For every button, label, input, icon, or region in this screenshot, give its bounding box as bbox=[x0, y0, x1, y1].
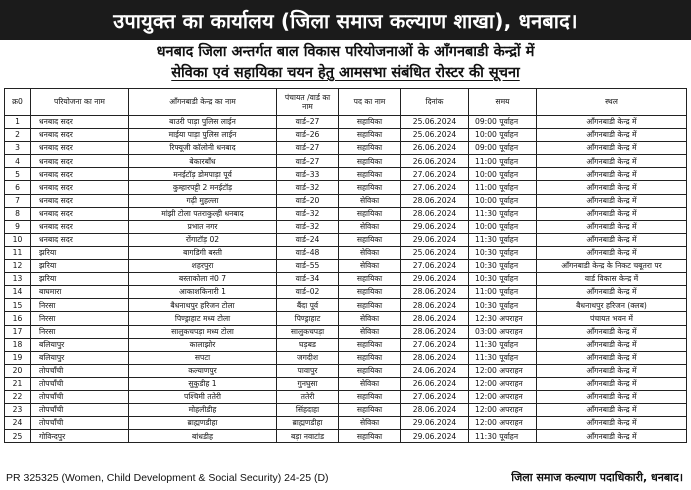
date-cell: 27.06.2024 bbox=[401, 338, 469, 351]
ward-cell: सालुकचपड़ा bbox=[277, 325, 339, 338]
date-cell: 25.06.2024 bbox=[401, 116, 469, 129]
table-row bbox=[5, 312, 687, 325]
ward-cell: वार्ड–32 bbox=[277, 181, 339, 194]
venue-cell: आँगनबाडी केन्द्र में bbox=[537, 142, 687, 155]
venue-cell: आँगनबाडी केन्द्र में bbox=[537, 233, 687, 246]
center-cell: पिण्ड्राहाट मध्य टोला bbox=[129, 312, 277, 325]
venue-cell: आँगनबाडी केन्द्र में bbox=[537, 207, 687, 220]
date-cell: 28.06.2024 bbox=[401, 194, 469, 207]
col-header-time: समय bbox=[469, 89, 537, 116]
ward-cell: पिण्ड्राहाट bbox=[277, 312, 339, 325]
table-row bbox=[5, 194, 687, 207]
col-header-project: परियोजना का नाम bbox=[31, 89, 129, 116]
serial-cell: 1 bbox=[5, 116, 31, 129]
ward-cell: वार्ड–27 bbox=[277, 155, 339, 168]
col-header-center: आँगनबाडी केन्द्र का नाम bbox=[129, 89, 277, 116]
time-cell: 11:30 पूर्वाहन bbox=[469, 207, 537, 220]
center-cell: सपटा bbox=[129, 351, 277, 364]
date-cell: 29.06.2024 bbox=[401, 417, 469, 430]
center-cell: बैधनाथपुर हरिजन टोला bbox=[129, 299, 277, 312]
date-cell: 27.06.2024 bbox=[401, 168, 469, 181]
date-cell: 29.06.2024 bbox=[401, 273, 469, 286]
table-row bbox=[5, 299, 687, 312]
roster-body bbox=[5, 116, 687, 443]
serial-cell: 20 bbox=[5, 364, 31, 377]
ward-cell: वार्ड–55 bbox=[277, 260, 339, 273]
center-cell: पश्चिमी ततेरी bbox=[129, 390, 277, 403]
date-cell: 26.06.2024 bbox=[401, 377, 469, 390]
ward-cell: सिंहदाहा bbox=[277, 404, 339, 417]
center-cell: बाउरी पाड़ा पुलिस लाईन bbox=[129, 116, 277, 129]
office-title: उपायुक्त का कार्यालय (जिला समाज कल्याण शाखा), धनबाद। bbox=[113, 8, 578, 33]
col-header-date: दिनांक bbox=[401, 89, 469, 116]
project-cell: तोपचाँची bbox=[31, 364, 129, 377]
serial-cell: 2 bbox=[5, 129, 31, 142]
project-cell: धनबाद सदर bbox=[31, 181, 129, 194]
project-cell: गोविन्दपुर bbox=[31, 430, 129, 443]
date-cell: 25.06.2024 bbox=[401, 129, 469, 142]
time-cell: 03:00 अपराहन bbox=[469, 325, 537, 338]
table-row bbox=[5, 220, 687, 233]
notice-heading bbox=[0, 42, 691, 84]
post-cell: सहायिका bbox=[339, 390, 401, 403]
center-cell: शहरपुरा bbox=[129, 260, 277, 273]
venue-cell: आँगनबाडी केन्द्र में bbox=[537, 430, 687, 443]
post-cell: सेविका bbox=[339, 260, 401, 273]
date-cell: 27.06.2024 bbox=[401, 390, 469, 403]
project-cell: बाघमारा bbox=[31, 286, 129, 299]
time-cell: 10:00 पूर्वाहन bbox=[469, 129, 537, 142]
center-cell: बस्ताकोला नं0 7 bbox=[129, 273, 277, 286]
table-row bbox=[5, 404, 687, 417]
project-cell: झरिया bbox=[31, 273, 129, 286]
project-cell: झरिया bbox=[31, 260, 129, 273]
ward-cell: गुनघुसा bbox=[277, 377, 339, 390]
center-cell: मनईटॉड़ डोमपाड़ा पूर्व bbox=[129, 168, 277, 181]
table-row bbox=[5, 233, 687, 246]
time-cell: 12:00 अपराहन bbox=[469, 377, 537, 390]
time-cell: 11:00 पूर्वाहन bbox=[469, 286, 537, 299]
time-cell: 12:00 अपराहन bbox=[469, 404, 537, 417]
notice-heading-line-2: सेविका एवं सहायिका चयन हेतु आमसभा संबंधित रोस्टर की सूचना bbox=[171, 65, 520, 81]
center-cell: माईया पाड़ा पुलिस लाईन bbox=[129, 129, 277, 142]
project-cell: बलियापुर bbox=[31, 351, 129, 364]
table-row bbox=[5, 181, 687, 194]
venue-cell: बैधनाथपुर हरिजन (क्लब) bbox=[537, 299, 687, 312]
venue-cell: आँगनबाडी केन्द्र में bbox=[537, 246, 687, 259]
date-cell: 28.06.2024 bbox=[401, 286, 469, 299]
serial-cell: 12 bbox=[5, 260, 31, 273]
serial-cell: 14 bbox=[5, 286, 31, 299]
serial-cell: 21 bbox=[5, 377, 31, 390]
ward-cell: वार्ड–24 bbox=[277, 233, 339, 246]
time-cell: 12:00 अपराहन bbox=[469, 364, 537, 377]
roster-table bbox=[4, 88, 687, 443]
post-cell: सहायिका bbox=[339, 116, 401, 129]
serial-cell: 16 bbox=[5, 312, 31, 325]
serial-cell: 25 bbox=[5, 430, 31, 443]
time-cell: 11:30 पूर्वाहन bbox=[469, 351, 537, 364]
venue-cell: आँगनबाडी केन्द्र में bbox=[537, 377, 687, 390]
post-cell: सहायिका bbox=[339, 299, 401, 312]
post-cell: सेविका bbox=[339, 417, 401, 430]
center-cell: बागडिगी बस्ती bbox=[129, 246, 277, 259]
project-cell: तोपचाँची bbox=[31, 377, 129, 390]
post-cell: सहायिका bbox=[339, 181, 401, 194]
time-cell: 10:30 पूर्वाहन bbox=[469, 299, 537, 312]
center-cell: सालुकचपड़ा मध्य टोला bbox=[129, 325, 277, 338]
serial-cell: 15 bbox=[5, 299, 31, 312]
center-cell: प्रभात नगर bbox=[129, 220, 277, 233]
project-cell: धनबाद सदर bbox=[31, 142, 129, 155]
serial-cell: 9 bbox=[5, 220, 31, 233]
table-row bbox=[5, 430, 687, 443]
center-cell: कुम्हारपट्टी 2 मनईटॉड़ bbox=[129, 181, 277, 194]
venue-cell: आँगनबाडी केन्द्र में bbox=[537, 129, 687, 142]
table-row bbox=[5, 207, 687, 220]
post-cell: सहायिका bbox=[339, 338, 401, 351]
venue-cell: आँगनबाडी केन्द्र में bbox=[537, 220, 687, 233]
post-cell: सहायिका bbox=[339, 430, 401, 443]
time-cell: 11:00 पूर्वाहन bbox=[469, 155, 537, 168]
table-row bbox=[5, 417, 687, 430]
venue-cell: आँगनबाडी केन्द्र में bbox=[537, 404, 687, 417]
post-cell: सहायिका bbox=[339, 273, 401, 286]
project-cell: धनबाद सदर bbox=[31, 233, 129, 246]
ward-cell: वार्ड–27 bbox=[277, 116, 339, 129]
table-row bbox=[5, 325, 687, 338]
time-cell: 12:30 अपराहन bbox=[469, 312, 537, 325]
col-header-venue: स्थल bbox=[537, 89, 687, 116]
table-row bbox=[5, 260, 687, 273]
project-cell: धनबाद सदर bbox=[31, 155, 129, 168]
table-row bbox=[5, 246, 687, 259]
date-cell: 29.06.2024 bbox=[401, 220, 469, 233]
date-cell: 28.06.2024 bbox=[401, 404, 469, 417]
ward-cell: पावापुर bbox=[277, 364, 339, 377]
table-row bbox=[5, 364, 687, 377]
time-cell: 10:00 पूर्वाहन bbox=[469, 220, 537, 233]
project-cell: धनबाद सदर bbox=[31, 194, 129, 207]
center-cell: सुकुडीह 1 bbox=[129, 377, 277, 390]
table-row bbox=[5, 390, 687, 403]
center-cell: मोहलीडीह bbox=[129, 404, 277, 417]
serial-cell: 8 bbox=[5, 207, 31, 220]
center-cell: बेकारबाँध bbox=[129, 155, 277, 168]
date-cell: 27.06.2024 bbox=[401, 260, 469, 273]
serial-cell: 22 bbox=[5, 390, 31, 403]
time-cell: 11:30 पूर्वाहन bbox=[469, 338, 537, 351]
table-row bbox=[5, 286, 687, 299]
project-cell: तोपचाँची bbox=[31, 390, 129, 403]
ward-cell: ब्राह्मणडीहा bbox=[277, 417, 339, 430]
post-cell: सहायिका bbox=[339, 233, 401, 246]
project-cell: झरिया bbox=[31, 246, 129, 259]
project-cell: निरसा bbox=[31, 325, 129, 338]
ward-cell: बड़ा नवाटांड bbox=[277, 430, 339, 443]
post-cell: सेविका bbox=[339, 377, 401, 390]
serial-cell: 10 bbox=[5, 233, 31, 246]
venue-cell: आँगनबाडी केन्द्र में bbox=[537, 194, 687, 207]
post-cell: सेविका bbox=[339, 246, 401, 259]
project-cell: धनबाद सदर bbox=[31, 168, 129, 181]
date-cell: 28.06.2024 bbox=[401, 325, 469, 338]
ward-cell: वार्ड–34 bbox=[277, 273, 339, 286]
date-cell: 27.06.2024 bbox=[401, 181, 469, 194]
time-cell: 10:30 पूर्वाहन bbox=[469, 273, 537, 286]
time-cell: 10:30 पूर्वाहन bbox=[469, 260, 537, 273]
ward-cell: वार्ड–20 bbox=[277, 194, 339, 207]
date-cell: 25.06.2024 bbox=[401, 246, 469, 259]
time-cell: 10:00 पूर्वाहन bbox=[469, 168, 537, 181]
center-cell: कल्याणपुर bbox=[129, 364, 277, 377]
serial-cell: 7 bbox=[5, 194, 31, 207]
post-cell: सहायिका bbox=[339, 129, 401, 142]
venue-cell: आँगनबाडी केन्द्र के निकट चबूतरा पर bbox=[537, 260, 687, 273]
date-cell: 28.06.2024 bbox=[401, 312, 469, 325]
date-cell: 24.06.2024 bbox=[401, 364, 469, 377]
issuing-officer: जिला समाज कल्याण पदाधिकारी, धनबाद। bbox=[511, 471, 683, 484]
project-cell: धनबाद सदर bbox=[31, 220, 129, 233]
venue-cell: आँगनबाडी केन्द्र में bbox=[537, 364, 687, 377]
table-row bbox=[5, 273, 687, 286]
table-row bbox=[5, 168, 687, 181]
col-header-post: पद का नाम bbox=[339, 89, 401, 116]
time-cell: 12:00 अपराहन bbox=[469, 417, 537, 430]
post-cell: सहायिका bbox=[339, 207, 401, 220]
ward-cell: वार्ड–27 bbox=[277, 142, 339, 155]
date-cell: 26.06.2024 bbox=[401, 155, 469, 168]
office-title-banner bbox=[0, 0, 691, 40]
project-cell: तोपचाँची bbox=[31, 417, 129, 430]
venue-cell: आँगनबाडी केन्द्र में bbox=[537, 338, 687, 351]
project-cell: निरसा bbox=[31, 312, 129, 325]
post-cell: सेविका bbox=[339, 312, 401, 325]
date-cell: 26.06.2024 bbox=[401, 142, 469, 155]
center-cell: रिफ्यूजी कॉलोनी धनबाद bbox=[129, 142, 277, 155]
date-cell: 29.06.2024 bbox=[401, 430, 469, 443]
time-cell: 10:00 पूर्वाहन bbox=[469, 194, 537, 207]
venue-cell: आँगनबाडी केन्द्र में bbox=[537, 325, 687, 338]
venue-cell: आँगनबाडी केन्द्र में bbox=[537, 168, 687, 181]
ward-cell: घड़बड bbox=[277, 338, 339, 351]
venue-cell: आँगनबाडी केन्द्र में bbox=[537, 390, 687, 403]
time-cell: 12:00 अपराहन bbox=[469, 390, 537, 403]
serial-cell: 24 bbox=[5, 417, 31, 430]
center-cell: मांझी टोला पतराकुल्ही धनबाद bbox=[129, 207, 277, 220]
venue-cell: आँगनबाडी केन्द्र में bbox=[537, 351, 687, 364]
serial-cell: 4 bbox=[5, 155, 31, 168]
venue-cell: पंचायत भवन में bbox=[537, 312, 687, 325]
ward-cell: वार्ड–02 bbox=[277, 286, 339, 299]
venue-cell: आँगनबाडी केन्द्र में bbox=[537, 417, 687, 430]
serial-cell: 3 bbox=[5, 142, 31, 155]
table-row bbox=[5, 377, 687, 390]
notice-heading-line-1: धनबाद जिला अन्तर्गत बाल विकास परियोजनाओं के आँगनबाडी केन्द्रों में bbox=[156, 44, 535, 60]
ward-cell: जगदीश bbox=[277, 351, 339, 364]
post-cell: सहायिका bbox=[339, 286, 401, 299]
serial-cell: 23 bbox=[5, 404, 31, 417]
post-cell: सहायिका bbox=[339, 364, 401, 377]
post-cell: सेविका bbox=[339, 194, 401, 207]
time-cell: 10:30 पूर्वाहन bbox=[469, 246, 537, 259]
ward-cell: वार्ड–32 bbox=[277, 220, 339, 233]
center-cell: गढ़ी मुहल्ला bbox=[129, 194, 277, 207]
venue-cell: आँगनबाडी केन्द्र में bbox=[537, 181, 687, 194]
center-cell: रोंगाटॉड़ 02 bbox=[129, 233, 277, 246]
venue-cell: वार्ड विकास केन्द्र में bbox=[537, 273, 687, 286]
serial-cell: 17 bbox=[5, 325, 31, 338]
venue-cell: आँगनबाडी केन्द्र में bbox=[537, 286, 687, 299]
project-cell: धनबाद सदर bbox=[31, 129, 129, 142]
time-cell: 09:00 पूर्वाहन bbox=[469, 142, 537, 155]
post-cell: सहायिका bbox=[339, 142, 401, 155]
roster-header-row bbox=[5, 89, 687, 116]
time-cell: 09:00 पूर्वाहन bbox=[469, 116, 537, 129]
center-cell: आकाशकिनारी 1 bbox=[129, 286, 277, 299]
project-cell: धनबाद सदर bbox=[31, 116, 129, 129]
col-header-serial: क्र0 bbox=[5, 89, 31, 116]
table-row bbox=[5, 129, 687, 142]
col-header-ward: पंचायत /वार्ड का नाम bbox=[277, 89, 339, 116]
table-row bbox=[5, 155, 687, 168]
center-cell: ब्राह्मणडीहा bbox=[129, 417, 277, 430]
date-cell: 29.06.2024 bbox=[401, 233, 469, 246]
time-cell: 11:30 पूर्वाहन bbox=[469, 233, 537, 246]
table-row bbox=[5, 116, 687, 129]
pr-number: PR 325325 (Women, Child Development & Social Security) 24-25 (D) bbox=[6, 472, 329, 484]
table-row bbox=[5, 142, 687, 155]
project-cell: धनबाद सदर bbox=[31, 207, 129, 220]
center-cell: बांधडीह bbox=[129, 430, 277, 443]
time-cell: 11:30 पूर्वाहन bbox=[469, 430, 537, 443]
project-cell: बलियापुर bbox=[31, 338, 129, 351]
ward-cell: ततेरी bbox=[277, 390, 339, 403]
project-cell: तोपचाँची bbox=[31, 404, 129, 417]
post-cell: सेविका bbox=[339, 220, 401, 233]
table-row bbox=[5, 338, 687, 351]
date-cell: 28.06.2024 bbox=[401, 351, 469, 364]
date-cell: 28.06.2024 bbox=[401, 207, 469, 220]
table-row bbox=[5, 351, 687, 364]
ward-cell: वार्ड–48 bbox=[277, 246, 339, 259]
venue-cell: आँगनबाडी केन्द्र में bbox=[537, 116, 687, 129]
serial-cell: 18 bbox=[5, 338, 31, 351]
post-cell: सहायिका bbox=[339, 155, 401, 168]
ward-cell: वार्ड–26 bbox=[277, 129, 339, 142]
ward-cell: बैंदा पूर्व bbox=[277, 299, 339, 312]
project-cell: निरसा bbox=[31, 299, 129, 312]
post-cell: सहायिका bbox=[339, 351, 401, 364]
venue-cell: आँगनबाडी केन्द्र में bbox=[537, 155, 687, 168]
post-cell: सहायिका bbox=[339, 404, 401, 417]
serial-cell: 13 bbox=[5, 273, 31, 286]
serial-cell: 19 bbox=[5, 351, 31, 364]
post-cell: सेविका bbox=[339, 325, 401, 338]
center-cell: कालाझोर bbox=[129, 338, 277, 351]
time-cell: 11:00 पूर्वाहन bbox=[469, 181, 537, 194]
ward-cell: वार्ड–33 bbox=[277, 168, 339, 181]
serial-cell: 6 bbox=[5, 181, 31, 194]
date-cell: 28.06.2024 bbox=[401, 299, 469, 312]
serial-cell: 5 bbox=[5, 168, 31, 181]
ward-cell: वार्ड–32 bbox=[277, 207, 339, 220]
serial-cell: 11 bbox=[5, 246, 31, 259]
post-cell: सहायिका bbox=[339, 168, 401, 181]
